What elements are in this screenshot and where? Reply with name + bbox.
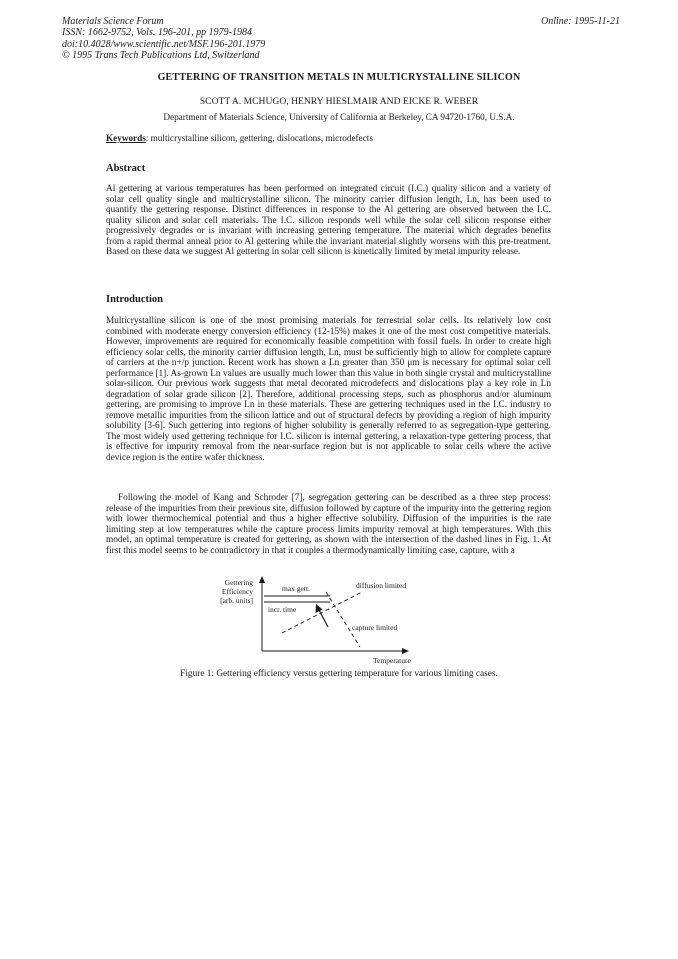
fig-ylabel-line-1: Gettering bbox=[224, 578, 253, 587]
capture-limited-line bbox=[326, 592, 360, 647]
keywords-label: Keywords bbox=[106, 133, 146, 143]
issn-line: ISSN: 1662-9752, Vols. 196-201, pp 1979-1984 bbox=[62, 27, 252, 39]
abstract-heading: Abstract bbox=[106, 163, 146, 174]
fig-ylabel-line-2: Efficiency bbox=[221, 587, 253, 596]
copyright-line: © 1995 Trans Tech Publications Ltd, Switzerland bbox=[62, 49, 260, 61]
fig-capture-label: capture limited bbox=[352, 623, 398, 632]
online-date: Online: 1995-11-21 bbox=[541, 16, 620, 27]
keywords-text: : multicrystalline silicon, gettering, dislocations, microdefects bbox=[145, 133, 373, 143]
introduction-para-1: Multicrystalline silicon is one of the most promising materials for terrestrial solar cells. Its relatively low cost combined with moderate energy conversion efficiency (12-15%) makes it one of the most cost competitive materials. However, improvements are required for economically feasible competition with fossil fuels. In order to create high efficiency solar cells, the minority carrier diffusion length, Ln, must be sufficiently high to allow for complete capture of carriers at the n+/p junction. Recent work has shown a Ln greater than 350 μm is necessary for optimal solar cell performance [1]. As-grown Ln values are usually much lower than this value in both single crystal and multicrystalline solar-silicon. Our previous work suggests that metal decorated microdefects and dislocations play a key role in Ln degradation of solar grade silicon [2]. Therefore, additional processing steps, such as phosphorus and/or aluminum gettering, are promising to improve Ln in these materials. These are gettering techniques used in the I.C. industry to remove metallic impurities from the silicon lattice and out of structural defects by providing a region of high impurity solubility [3-6]. Such gettering into regions of higher solubility is generally referred to as segregation-type gettering. The most widely used gettering technique for I.C. silicon is internal gettering, a relaxation-type gettering process, that is effective for impurity removal from the near-surface region but is not applicable to solar cells where the active device region is the entire wafer thickness. bbox=[106, 316, 551, 463]
doi-line: doi:10.4028/www.scientific.net/MSF.196-201.1979 bbox=[62, 38, 266, 50]
x-axis-arrow bbox=[402, 648, 409, 654]
introduction-para-2: Following the model of Kang and Schroder [7], segregation gettering can be described as a three step process: release of the impurities from their previous site, diffusion followed by capture of the impurity into the gettering region with lower thermochemical potential and thus a higher effective solubility. Diffusion of the impurities is the rate limiting step at low temperatures while the capture process limits impurity removal at high temperatures. With this model, an optimal temperature is created for gettering, as shown with the intersection of the dashed lines in Fig. 1. At first this model seems to be contradictory in that it couples a thermodynamically limiting case, capture, with a bbox=[106, 493, 551, 556]
fig-ylabel-line-3: [arb. units] bbox=[220, 596, 253, 605]
introduction-heading: Introduction bbox=[106, 294, 163, 305]
fig-diffusion-label: diffusion limited bbox=[356, 581, 407, 590]
fig-xlabel: Temperature bbox=[373, 656, 411, 665]
figure-caption: Figure 1: Gettering efficiency versus gettering temperature for various limiting cases. bbox=[180, 669, 498, 679]
time-arrow-head bbox=[316, 604, 323, 613]
keywords-line bbox=[106, 133, 373, 143]
fig-incr-label: incr. time bbox=[268, 605, 297, 614]
journal-name: Materials Science Forum bbox=[62, 16, 164, 27]
abstract-text: Al gettering at various temperatures has been performed on integrated circuit (I.C.) quality silicon and a variety of solar cell quality single and multicrystalline silicon. The minority carrier diffusion length, Ln, has been used to quantify the gettering response. Distinct differences in response to the Al gettering are observed between the I.C. quality silicon and solar cell materials. The I.C. silicon responds well while the solar cell silicon response either progressively degrades or is invariant with increasing gettering temperature. The material which degrades benefits from a rapid thermal anneal prior to Al gettering while the invariant material slightly worsens with this pre-treatment. Based on these data we suggest Al gettering in solar cell silicon is kinetically limited by metal impurity release. bbox=[106, 184, 551, 257]
journal-header bbox=[62, 16, 265, 61]
paper-title: GETTERING OF TRANSITION METALS IN MULTICRYSTALLINE SILICON bbox=[157, 72, 521, 83]
y-axis-arrow bbox=[259, 576, 265, 583]
gettering-figure bbox=[220, 575, 480, 667]
paper-affiliation: Department of Materials Science, University of California at Berkeley, CA 94720-1760, U.S.A. bbox=[163, 112, 515, 122]
time-arrow-shaft bbox=[319, 610, 328, 627]
fig-max-label: max gett. bbox=[282, 584, 310, 593]
paper-authors: SCOTT A. MCHUGO, HENRY HIESLMAIR AND EICKE R. WEBER bbox=[199, 96, 479, 107]
